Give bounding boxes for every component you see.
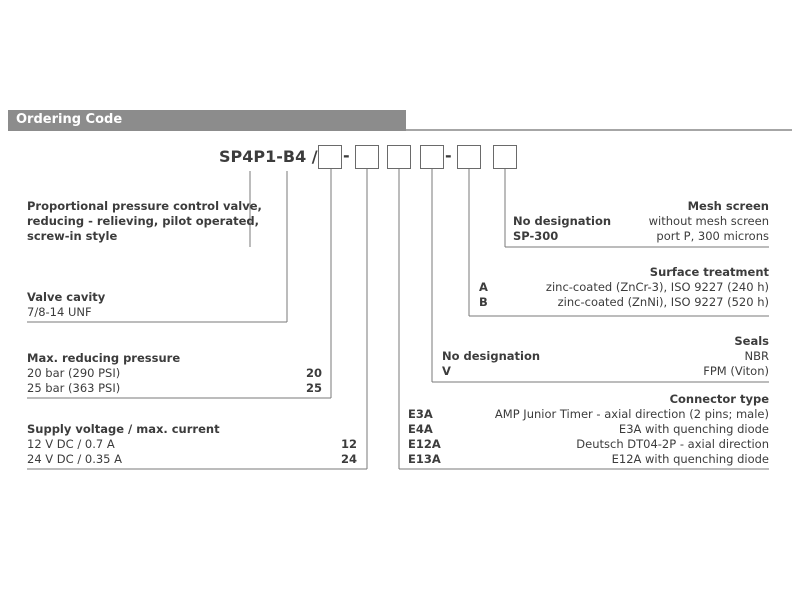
- pressure-option-label: 20 bar (290 PSI): [27, 366, 121, 380]
- cavity-title: Valve cavity: [27, 290, 106, 304]
- surface-option-desc: zinc-coated (ZnCr-3), ISO 9227 (240 h): [545, 280, 769, 294]
- surface-option-code: A: [479, 280, 488, 294]
- connector-option-desc: AMP Junior Timer - axial direction (2 pins; male): [494, 407, 769, 421]
- voltage-option-code: 24: [340, 452, 357, 466]
- voltage-option-label: 12 V DC / 0.7 A: [27, 437, 115, 451]
- ordering-code-prefix: SP4P1-B4 /: [219, 147, 318, 166]
- seals-option-code: No designation: [442, 349, 541, 363]
- surface-option-code: B: [479, 295, 488, 309]
- product-line-1: Proportional pressure control valve,: [27, 199, 262, 213]
- code-box-voltage[interactable]: [355, 145, 379, 169]
- product-line-2: reducing - relieving, pilot operated,: [27, 214, 260, 228]
- surface-option-desc: zinc-coated (ZnNi), ISO 9227 (520 h): [557, 295, 769, 309]
- pressure-option-code: 20: [305, 366, 322, 380]
- pressure-option-label: 25 bar (363 PSI): [27, 381, 121, 395]
- code-box-mesh[interactable]: [493, 145, 517, 169]
- seals-option-code: V: [442, 364, 451, 378]
- pressure-option-code: 25: [305, 381, 322, 395]
- mesh-option-code: No designation: [513, 214, 612, 228]
- voltage-option-label: 24 V DC / 0.35 A: [27, 452, 123, 466]
- voltage-option-code: 12: [340, 437, 357, 451]
- surface-title: Surface treatment: [649, 265, 769, 279]
- connector-option-code: E13A: [408, 452, 441, 466]
- mesh-option-desc: without mesh screen: [648, 214, 769, 228]
- connector-option-code: E4A: [408, 422, 433, 436]
- code-dash: -: [445, 146, 452, 165]
- connector-option-desc: E12A with quenching diode: [611, 452, 769, 466]
- product-line-3: screw-in style: [27, 229, 118, 243]
- mesh-option-desc: port P, 300 microns: [656, 229, 769, 243]
- pressure-title: Max. reducing pressure: [27, 351, 181, 365]
- connector-option-code: E12A: [408, 437, 441, 451]
- cavity-value: 7/8-14 UNF: [27, 305, 92, 319]
- connector-option-desc: Deutsch DT04-2P - axial direction: [576, 437, 769, 451]
- seals-option-desc: FPM (Viton): [703, 364, 769, 378]
- section-title: Ordering Code: [16, 112, 123, 127]
- code-dash: -: [343, 146, 350, 165]
- code-box-pressure[interactable]: [318, 145, 342, 169]
- connector-option-desc: E3A with quenching diode: [618, 422, 769, 436]
- connector-title: Connector type: [669, 392, 769, 406]
- seals-option-desc: NBR: [744, 349, 769, 363]
- connector-option-code: E3A: [408, 407, 433, 421]
- code-box-surface[interactable]: [457, 145, 481, 169]
- seals-title: Seals: [734, 334, 769, 348]
- mesh-option-code: SP-300: [513, 229, 559, 243]
- code-box-seals[interactable]: [420, 145, 444, 169]
- mesh-title: Mesh screen: [687, 199, 769, 213]
- voltage-title: Supply voltage / max. current: [27, 422, 220, 436]
- code-box-connector[interactable]: [387, 145, 411, 169]
